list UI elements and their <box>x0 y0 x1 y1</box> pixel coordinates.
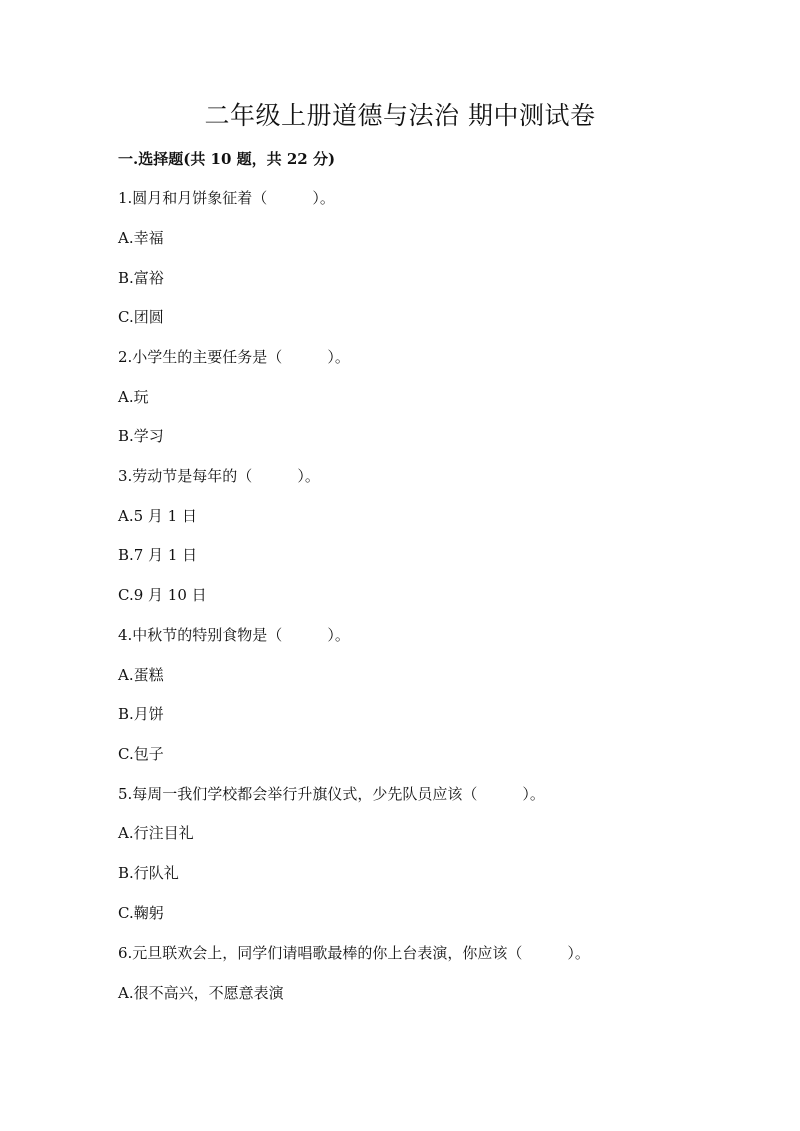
question-3-option-a: A.5 月 1 日 <box>118 507 197 525</box>
question-6: 6.元旦联欢会上，同学们请唱歌最棒的你上台表演，你应该（ ）。 <box>118 944 590 962</box>
question-2: 2.小学生的主要任务是（ ）。 <box>118 348 350 366</box>
question-3: 3.劳动节是每年的（ ）。 <box>118 467 320 485</box>
question-3-option-c: C.9 月 10 日 <box>118 586 207 604</box>
question-4: 4.中秋节的特别食物是（ ）。 <box>118 626 350 644</box>
question-3-option-b: B.7 月 1 日 <box>118 546 198 564</box>
page-title: 二年级上册道德与法治 期中测试卷 <box>204 101 596 130</box>
question-4-option-b: B.月饼 <box>118 705 164 723</box>
question-5-option-b: B.行队礼 <box>118 864 179 882</box>
question-1-option-a: A.幸福 <box>118 229 164 247</box>
question-5-option-a: A.行注目礼 <box>118 824 194 842</box>
section-heading: 一.选择题(共 10 题，共 22 分) <box>118 150 336 168</box>
question-5-option-c: C.鞠躬 <box>118 904 164 922</box>
question-1: 1.圆月和月饼象征着（ ）。 <box>118 189 335 207</box>
question-1-option-b: B.富裕 <box>118 269 164 287</box>
question-4-option-a: A.蛋糕 <box>118 666 164 684</box>
question-2-option-b: B.学习 <box>118 427 164 445</box>
question-1-option-c: C.团圆 <box>118 308 164 326</box>
question-6-option-a: A.很不高兴，不愿意表演 <box>118 984 284 1002</box>
question-2-option-a: A.玩 <box>118 388 149 406</box>
question-4-option-c: C.包子 <box>118 745 164 763</box>
question-5: 5.每周一我们学校都会举行升旗仪式，少先队员应该（ ）。 <box>118 785 545 803</box>
